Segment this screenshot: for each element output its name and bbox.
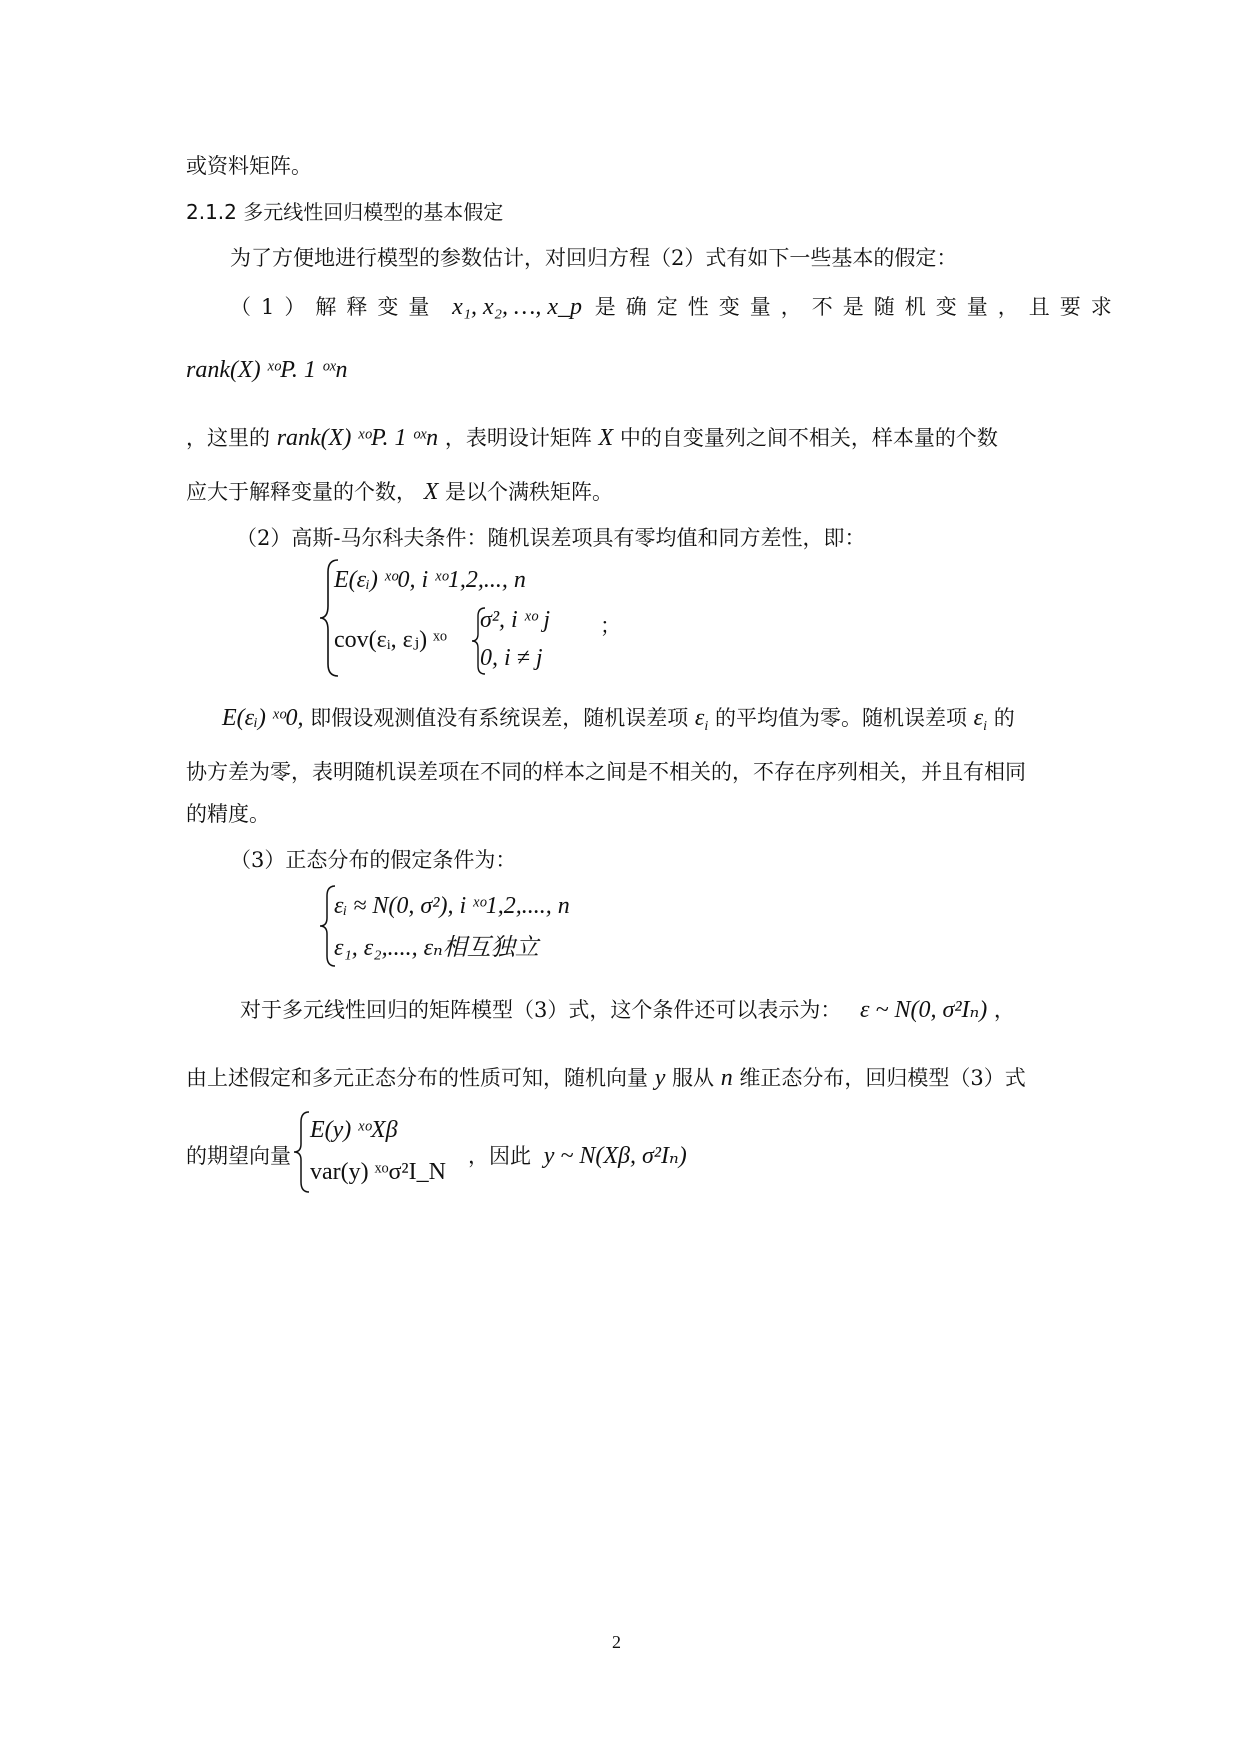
epsilon-i: $\varepsilon_i$ <box>694 705 709 734</box>
expl-formula: E(εᵢ) ˣᵒ0, <box>222 705 304 731</box>
text-line-continuation: 或资料矩阵。 <box>186 154 312 178</box>
line2-x: X <box>423 479 439 505</box>
matrix-text: 对于多元线性回归的矩阵模型（3）式，这个条件还可以表示为： <box>240 998 842 1022</box>
assumption-3-title: （3）正态分布的假定条件为： <box>230 848 517 872</box>
gm-eq-cov-left: cov(εᵢ, εⱼ) ˣᵒ <box>334 627 447 653</box>
assumption-1-continuation <box>186 424 998 452</box>
line-b-mid: 服从 <box>672 1066 715 1090</box>
line-b-prefix: 由上述假定和多元正态分布的性质可知，随机向量 <box>186 1066 648 1090</box>
design-matrix-x: X <box>598 425 614 451</box>
expect-eq2: var(y) ˣᵒσ²I_N <box>310 1159 446 1185</box>
expl1c: 的 <box>993 706 1015 730</box>
expect-eq1: E(y) ˣᵒXβ <box>310 1117 398 1143</box>
line-b-n: n <box>720 1065 733 1091</box>
rank-formula: rank(X) ˣᵒP. 1 ᵒˣn <box>186 357 348 383</box>
cont-suffix: 中的自变量列之间不相关，样本量的个数 <box>619 426 998 450</box>
expl1b: 的平均值为零。随机误差项 <box>714 706 967 730</box>
expect-mid: ，因此 <box>468 1144 531 1168</box>
page-number: 2 <box>612 1632 621 1652</box>
assumption-2-expl-line3: 的精度。 <box>186 802 270 826</box>
line2-prefix: 应大于解释变量的个数， <box>186 480 417 504</box>
gm-case1: σ², i ˣᵒ j <box>480 607 550 633</box>
expect-result: y ~ N(Xβ, σ²Iₙ) <box>543 1143 687 1169</box>
gm-semicolon: ； <box>600 614 621 638</box>
assumption-2-explanation <box>222 704 1015 741</box>
line-b-suffix: 维正态分布，回归模型（3）式 <box>739 1066 1026 1090</box>
cont-prefix: ，这里的 <box>186 426 270 450</box>
expect-result-line <box>468 1142 687 1170</box>
line2-suffix: 是以个满秩矩阵。 <box>445 480 614 504</box>
matrix-comma: ， <box>993 998 1015 1022</box>
cont-mid: ，表明设计矩阵 <box>444 426 592 450</box>
expect-prefix: 的期望向量 <box>186 1144 291 1168</box>
assumption-2-title: （2）高斯-马尔科夫条件：随机误差项具有零均值和同方差性，即： <box>236 526 866 550</box>
section-heading: 2.1.2 多元线性回归模型的基本假定 <box>186 200 504 224</box>
assumption-2-expl-line2: 协方差为零，表明随机误差项在不同的样本之间是不相关的，不存在序列相关，并且有相同 <box>186 760 1026 784</box>
rank-formula-block <box>186 356 347 384</box>
matrix-formula: ε ~ N(0, σ²Iₙ) <box>860 997 988 1023</box>
assumption-1-suffix: 是确定性变量，不是随机变量，且要求 <box>594 295 1122 319</box>
line-b-y: y <box>654 1065 666 1091</box>
intro-paragraph: 为了方便地进行模型的参数估计，对回归方程（2）式有如下一些基本的假定： <box>230 246 958 270</box>
normal-eq1: εᵢ ≈ N(0, σ²), i ˣᵒ1,2,...., n <box>334 893 570 919</box>
expl1: 即假设观测值没有系统误差，随机误差项 <box>310 706 689 730</box>
gm-eq-mean: E(εᵢ) ˣᵒ0, i ˣᵒ1,2,..., n <box>334 567 526 593</box>
matrix-model-line <box>240 996 1015 1024</box>
assumption-1-prefix: （1）解释变量 <box>230 295 440 319</box>
normal-vector-line <box>186 1064 1026 1092</box>
normal-eq2: ε₁, ε₂,...., εₙ相互独立 <box>334 935 539 961</box>
gm-case2: 0, i ≠ j <box>480 645 543 671</box>
assumption-1-line <box>230 293 1122 321</box>
rank-formula-inline: rank(X) ˣᵒP. 1 ᵒˣn <box>276 425 439 451</box>
assumption-1-line2 <box>186 478 613 506</box>
epsilon-i-2: $\varepsilon_i$ <box>973 705 987 734</box>
expect-brace-icon <box>292 1110 312 1194</box>
assumption-1-vars: x₁, x₂, …, x_p <box>452 294 583 320</box>
